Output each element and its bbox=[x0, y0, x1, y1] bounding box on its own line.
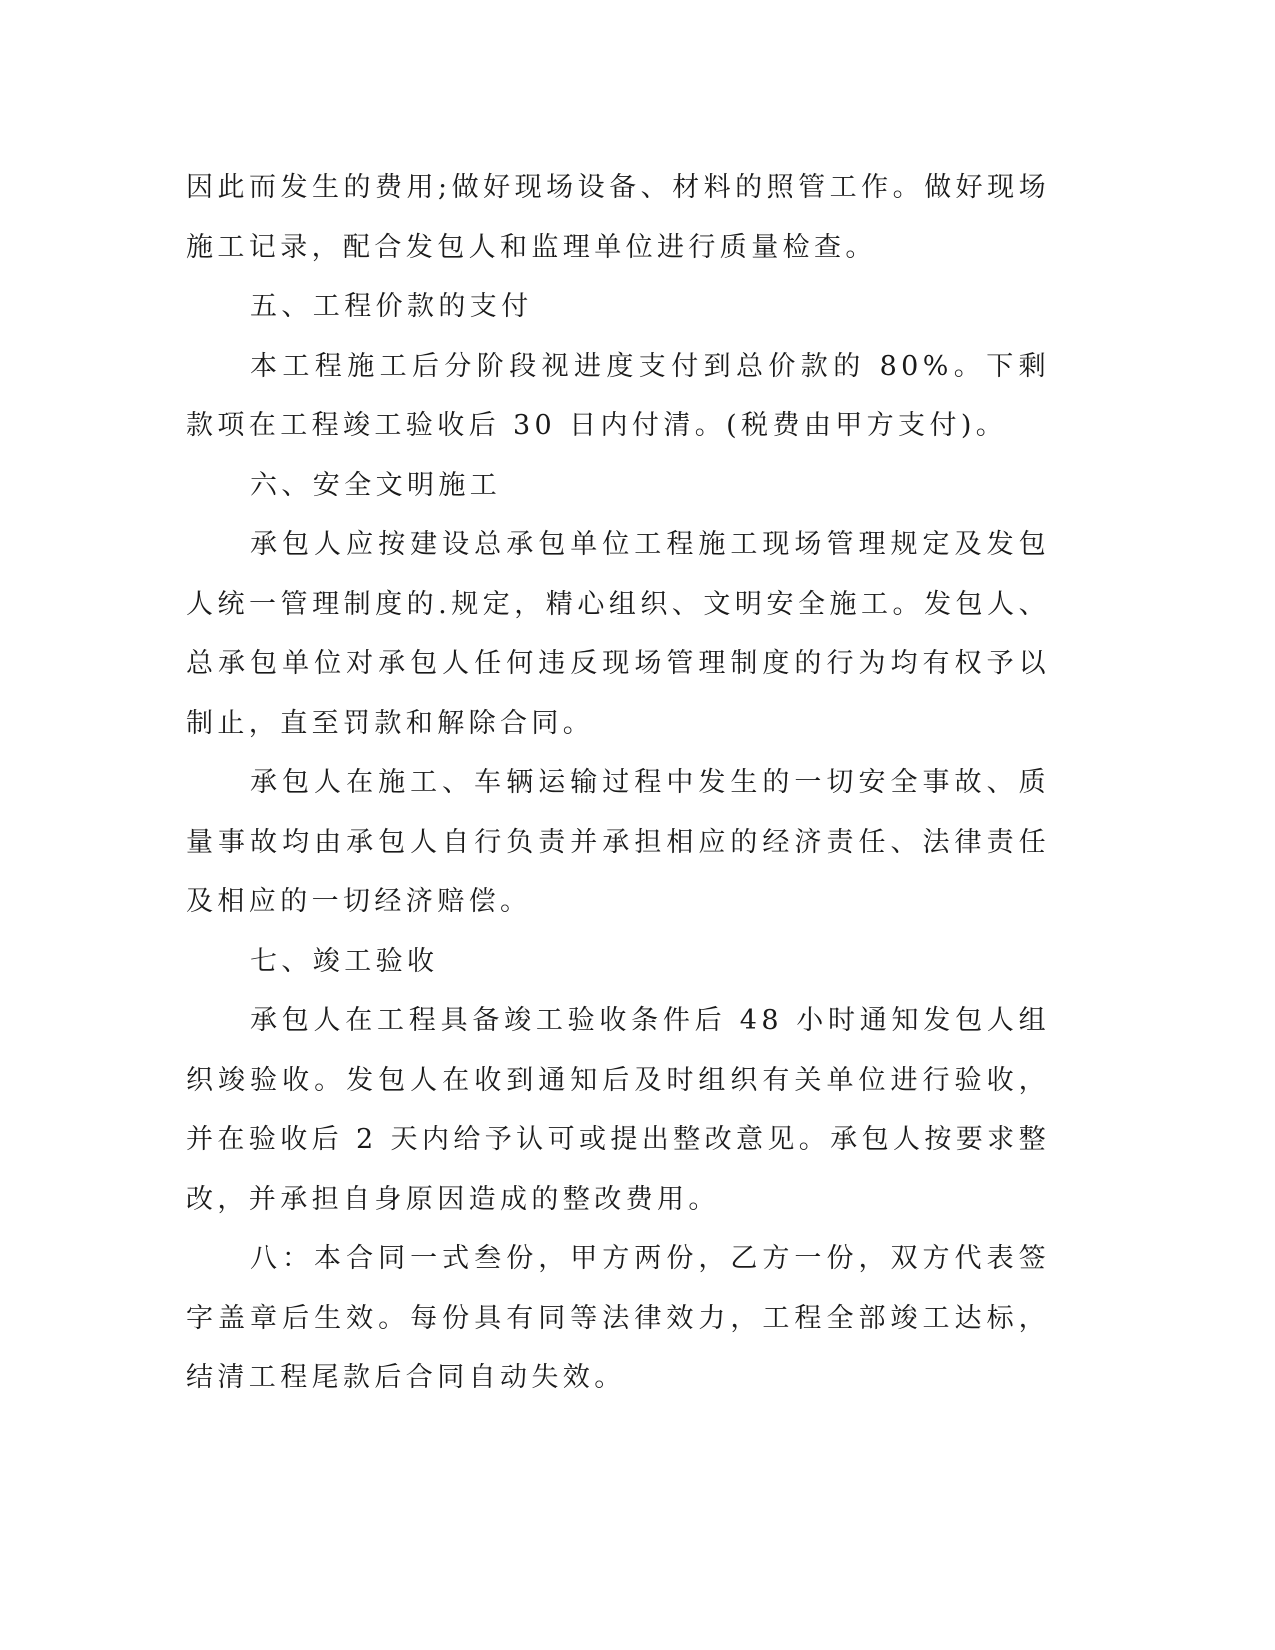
paragraph-safety-rules: 承包人应按建设总承包单位工程施工现场管理规定及发包人统一管理制度的.规定，精心组织、文明安全施工。发包人、总承包单位对承包人任何违反现场管理制度的行为均有权予以制止，直至罚款和解除合同。 bbox=[186, 529, 1050, 739]
paragraph-safety-liability: 承包人在施工、车辆运输过程中发生的一切安全事故、质量事故均由承包人自行负责并承担相应的经济责任、法律责任及相应的一切经济赔偿。 bbox=[186, 767, 1050, 917]
section-heading-safety: 六、安全文明施工 bbox=[250, 469, 502, 501]
paragraph-acceptance: 承包人在工程具备竣工验收条件后 48 小时通知发包人组织竣验收。发包人在收到通知后及时组织有关单位进行验收，并在验收后 2 天内给予认可或提出整改意见。承包人按要求整改，并承担自身原因造成的整改费用。 bbox=[186, 1005, 1050, 1215]
document-body bbox=[186, 158, 1050, 1408]
paragraph-copies-validity: 八：本合同一式叁份，甲方两份，乙方一份，双方代表签字盖章后生效。每份具有同等法律效力，工程全部竣工达标，结清工程尾款后合同自动失效。 bbox=[186, 1243, 1050, 1393]
paragraph-payment: 本工程施工后分阶段视进度支付到总价款的 80%。下剩款项在工程竣工验收后 30 日内付清。(税费由甲方支付)。 bbox=[186, 350, 1050, 441]
section-heading-payment: 五、工程价款的支付 bbox=[250, 291, 533, 322]
paragraph-continuation: 因此而发生的费用;做好现场设备、材料的照管工作。做好现场施工记录，配合发包人和监理单位进行质量检查。 bbox=[186, 172, 1050, 263]
section-heading-acceptance: 七、竣工验收 bbox=[250, 945, 439, 977]
